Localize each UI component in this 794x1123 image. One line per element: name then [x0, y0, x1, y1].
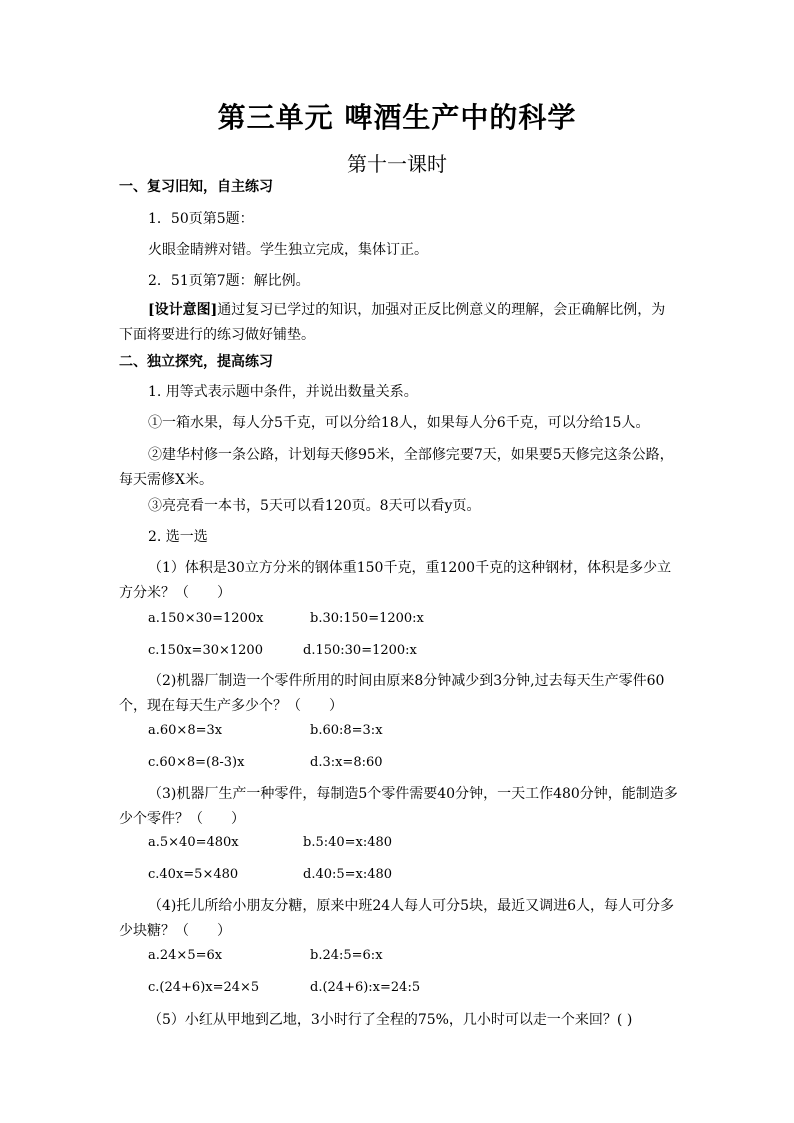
problem-4-option-c: c.(24+6)x=24×5: [148, 980, 260, 995]
section-2-heading: 二、独立探究，提高练习: [119, 354, 273, 370]
problem-3-option-b: b.5:40=x:480: [303, 835, 393, 850]
design-intent-tag: [设计意图]: [148, 302, 218, 318]
section-1-item-1-desc: 火眼金睛辨对错。学生独立完成，集体订正。: [148, 242, 428, 258]
question-2: 2. 选一选: [148, 529, 208, 545]
question-1-b: ②建华村修一条公路，计划每天修95米，全部修完要7天，如果要5天修完这条公路，每天需修X米。: [119, 447, 674, 488]
problem-2-option-b: b.60:8=3:x: [310, 723, 383, 738]
section-1-heading: 一、复习旧知，自主练习: [119, 179, 273, 195]
question-1-c: ③亮亮看一本书，5天可以看120页。8天可以看y页。: [148, 498, 481, 514]
problem-4-option-d: d.(24+6):x=24:5: [310, 980, 421, 995]
problem-3-option-c: c.40x=5×480: [148, 867, 239, 882]
problem-2-option-d: d.3:x=8:60: [310, 755, 383, 770]
problem-2-option-a: a.60×8=3x: [148, 723, 223, 738]
problem-1-option-a: a.150×30=1200x: [148, 611, 264, 626]
problem-1-question: （1）体积是30立方分米的钢体重150千克，重1200千克的这种钢材，体积是多少立方分米？（ ）: [119, 560, 672, 601]
document-title: 第三单元 啤酒生产中的科学: [217, 101, 577, 134]
problem-2-question: （2)机器厂制造一个零件所用的时间由原来8分钟减少到3分钟,过去每天生产零件60个，现在每天生产多少个？（ ）: [119, 673, 665, 714]
question-1: 1. 用等式表示题中条件，并说出数量关系。: [148, 384, 418, 400]
problem-3-question: （3)机器厂生产一种零件，每制造5个零件需要40分钟，一天工作480分钟，能制造多少个零件？（ ）: [119, 786, 678, 827]
problem-2-option-c: c.60×8=(8-3)x: [148, 755, 245, 770]
problem-4-option-b: b.24:5=6:x: [310, 948, 383, 963]
section-1-item-2: 2．51页第7题：解比例。: [148, 273, 310, 289]
problem-5-question: （5）小红从甲地到乙地，3小时行了全程的75%，几小时可以走一个来回？( ): [148, 1012, 633, 1028]
problem-1-option-d: d.150:30=1200:x: [303, 643, 417, 658]
design-intent-paragraph: [119, 298, 679, 348]
problem-1-option-b: b.30:150=1200:x: [310, 611, 424, 626]
lesson-subtitle: 第十一课时: [347, 152, 447, 176]
question-1-a: ①一箱水果，每人分5千克，可以分给18人，如果每人分6千克，可以分给15人。: [148, 415, 650, 431]
problem-3-option-a: a.5×40=480x: [148, 835, 239, 850]
section-1-item-1: 1．50页第5题：: [148, 211, 254, 227]
problem-4-option-a: a.24×5=6x: [148, 948, 223, 963]
problem-4-question: （4)托儿所给小朋友分糖，原来中班24人每人可分5块，最近又调进6人，每人可分多少块糖？（ ）: [119, 898, 674, 939]
design-intent-text: 通过复习已学过的知识，加强对正反比例意义的理解，会正确解比例，为下面将要进行的练习做好铺垫。: [119, 302, 666, 343]
problem-1-option-c: c.150x=30×1200: [148, 643, 263, 658]
problem-3-option-d: d.40:5=x:480: [303, 867, 393, 882]
